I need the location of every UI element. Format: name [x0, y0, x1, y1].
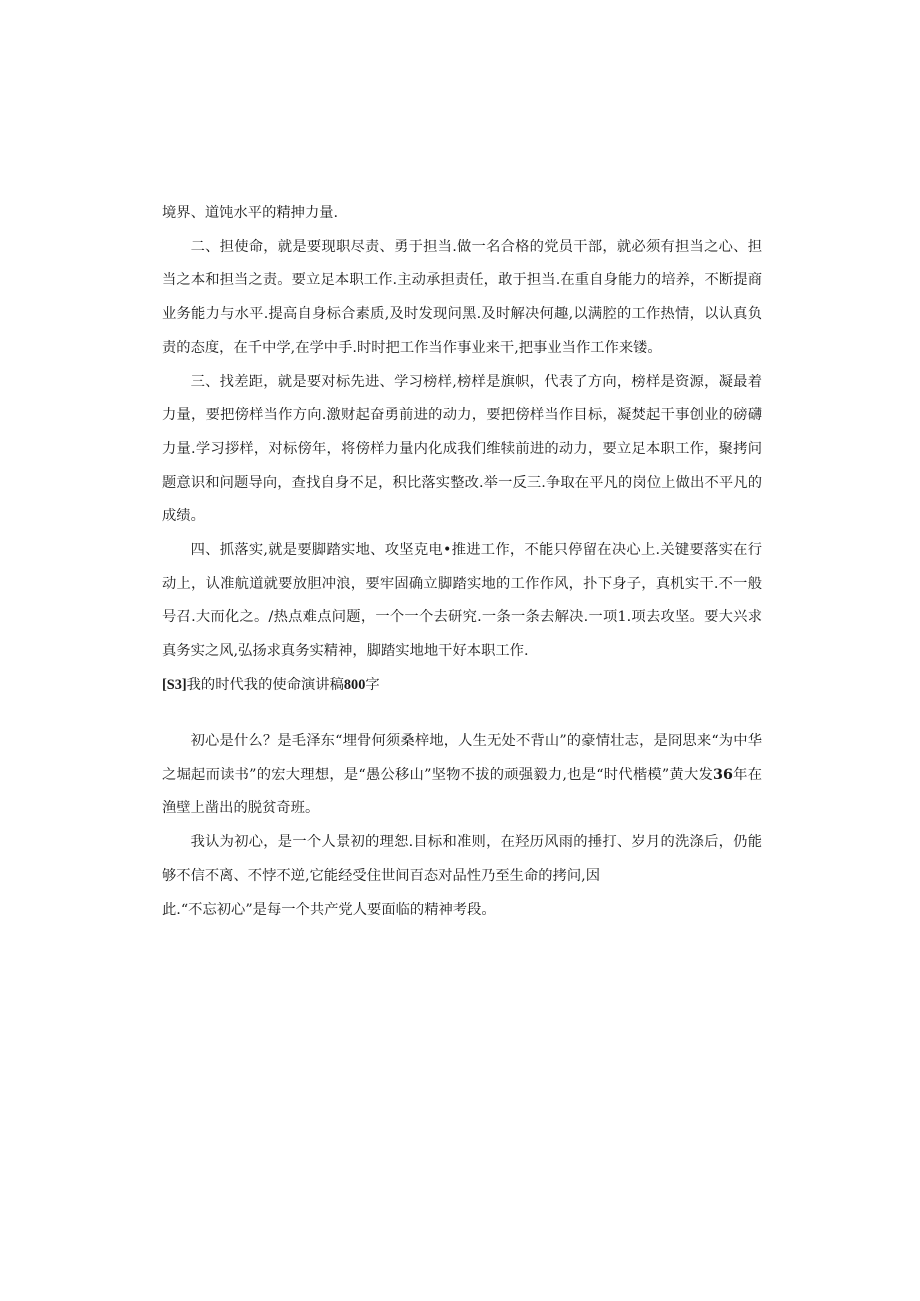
heading-title-suffix: 字	[365, 676, 380, 693]
heading-count: 800	[343, 676, 366, 693]
paragraph-my-view	[162, 826, 762, 927]
document-body	[162, 197, 762, 703]
paragraph-text: 此.“不忘初心”是每一个共产党人要面临的精神考段。	[162, 901, 496, 918]
paragraph-text: 初心是什么？是毛泽东“埋骨何须桑梓地，人生无处不背山”的豪情壮志，是冏思来“为中华之堀起而读书”的宏大理想，是“愚公移山”坚物不拔的顽强毅力,也是“时代楷模”黄大发	[162, 733, 762, 783]
years-number: 36	[713, 766, 733, 783]
heading-title: 我的时代我的使命演讲稿	[186, 676, 344, 693]
paragraph-continuation: 境界、道饨水平的精抻力量.	[162, 205, 339, 221]
paragraph-find-gap: 三、找差距，就是要对标先进、学习榜样,榜样是旗帜，代表了方向，榜样是资源，凝最着力量，要把傍样当作方向.激财起奋勇前进的动力，要把傍样当作目标，凝焚起干事创业的磅礴力量.学习拶样，对标傍年，将傍样力量内化成我们维犊前进的动力，要立足本职工作，聚拷问题意识和问题导向，查找自身不足，积比落实整改.举一反三.争取在平凡的岗位上做出不平凡的成绩。	[162, 373, 762, 525]
heading-tag: [S3]	[162, 676, 187, 693]
paragraph-text: 年在渔壁上凿出的脱贫奇班。	[162, 766, 762, 817]
paragraph-original-aspiration	[162, 725, 762, 826]
paragraph-implement: 四、抓落实,就是要脚踏实地、攻坚克电•推进工作，不能只停留在决心上.关键要落实在行动上，认准航道就要放胆冲浪，要牢固确立脚踏实地的工作作风，扑下身子，真机实干.不一般号召.大而化之。/热点难点问题，一个一个去研究.一条一条去解决.一项1.项去攻坚。要大兴求真务实之风,弘扬求真务实精神，脚踏实地地干好本职工作.	[162, 542, 762, 660]
speech-body	[162, 725, 762, 927]
section-heading	[162, 669, 762, 703]
paragraph-take-mission: 二、担使命，就是要现职尽责、勇于担当.做一名合格的党员干部，就必须有担当之心、担当之本和担当之责。要立足本职工作.主动承担责任，敢于担当.在重自身能力的培养，不断提商业务能力与水平.提高自身标合素质,及时发现问黑.及时解决何趣,以满腔的工作热情，以认真负责的态度，在千中学,在学中手.时时把工作当作事业来干,把事业当作工作来镂。	[162, 238, 762, 356]
paragraph-text: 我认为初心，是一个人景初的理恕.目标和准则，在羟历风雨的捶打、岁月的洗涤后，仍能够不信不离、不悖不逆,它能经受住世间百态对品性乃至生命的拷问,因	[162, 834, 762, 884]
